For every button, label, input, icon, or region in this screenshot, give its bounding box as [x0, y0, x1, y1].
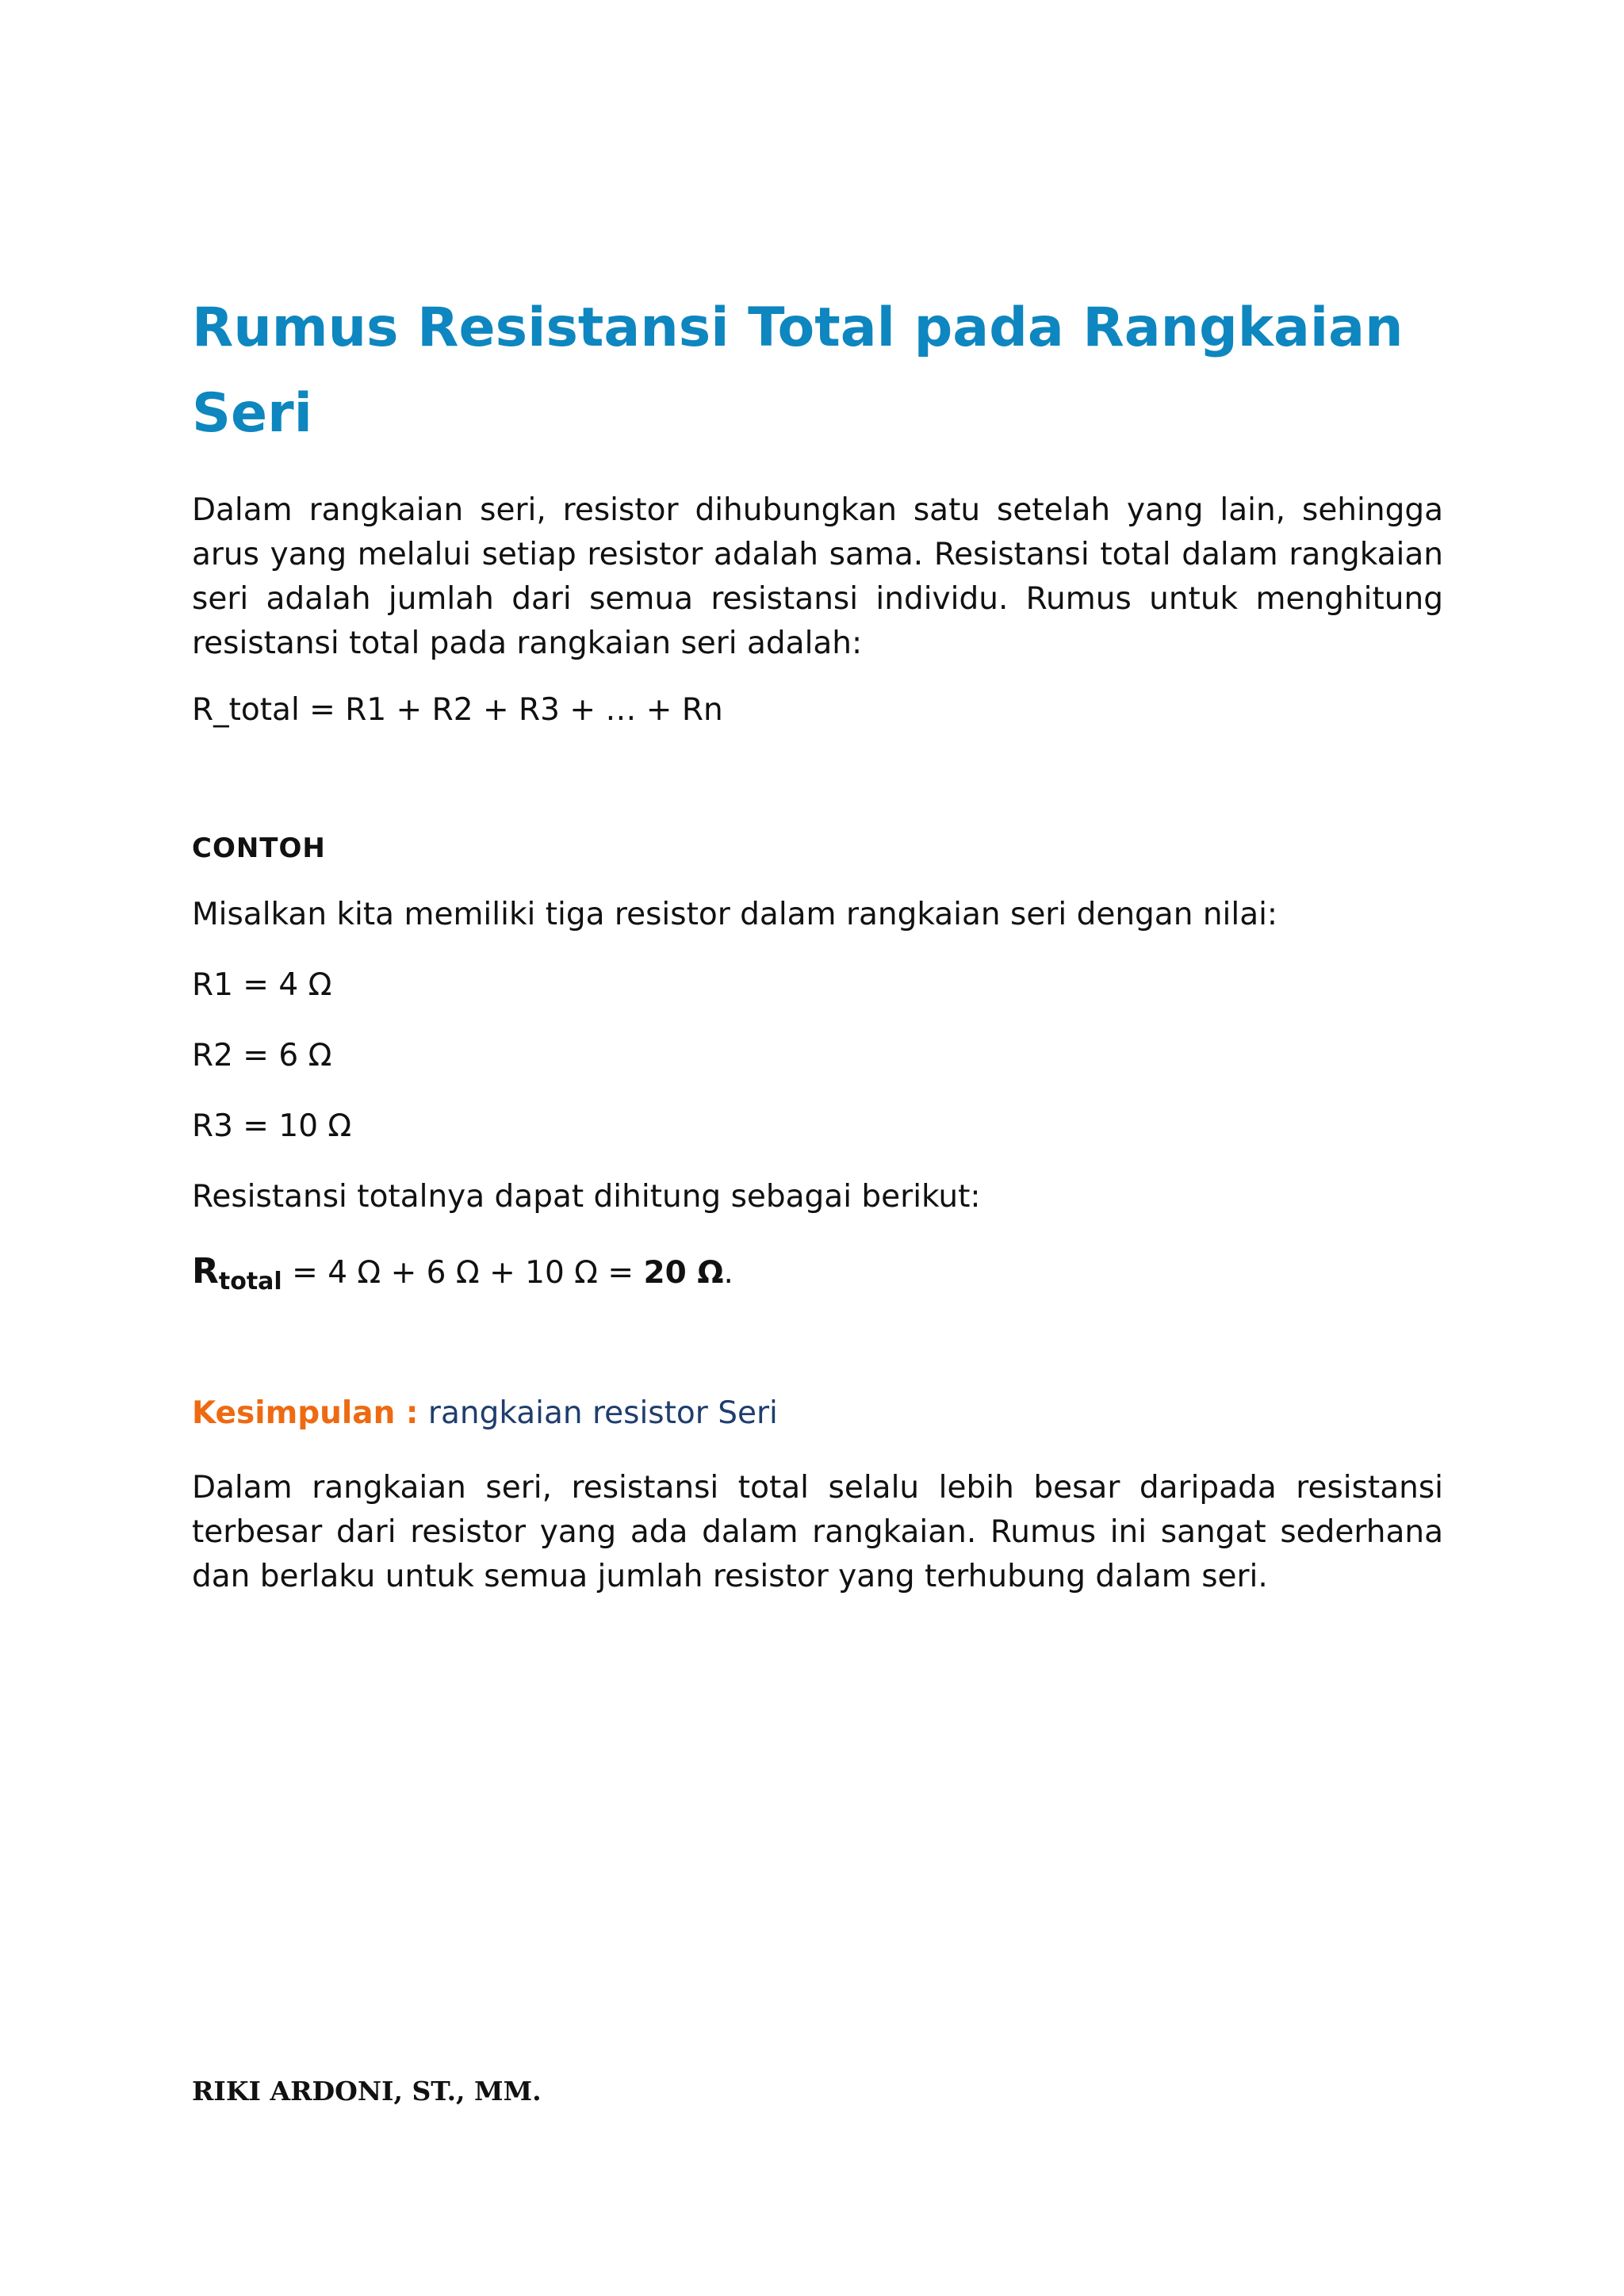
footer-author: RIKI ARDONI, ST., MM. — [192, 2076, 542, 2107]
intro-paragraph: Dalam rangkaian seri, resistor dihubungkan satu setelah yang lain, sehingga arus yang melalui setiap resistor adalah sama. Resistansi total dalam rangkaian seri adalah jumlah dari semua resistansi individu. Rumus untuk menghitung resistansi total pada rangkaian seri adalah: — [192, 492, 1443, 661]
total-resistance-result — [192, 1248, 1443, 1299]
result-value: 20 Ω — [643, 1255, 724, 1291]
result-expression: = 4 Ω + 6 Ω + 10 Ω = — [282, 1255, 644, 1291]
conclusion-topic: rangkaian resistor Seri — [418, 1395, 778, 1431]
resistor-r1: R1 = 4 Ω — [192, 967, 332, 1003]
calculation-lead: Resistansi totalnya dapat dihitung sebagai berikut: — [192, 1179, 981, 1215]
conclusion-label: Kesimpulan : — [192, 1395, 419, 1431]
conclusion-heading — [192, 1391, 1443, 1436]
document-body — [192, 285, 1443, 1599]
page-title — [192, 285, 1443, 457]
page-title-line-2: Seri — [192, 382, 312, 445]
result-symbol: R — [192, 1251, 219, 1292]
resistor-r3: R3 = 10 Ω — [192, 1108, 352, 1144]
result-subscript: total — [218, 1268, 282, 1295]
page-title-line-1: Rumus Resistansi Total pada Rangkaian — [192, 297, 1404, 359]
result-end: . — [723, 1255, 733, 1291]
general-formula: R_total = R1 + R2 + R3 + … + Rn — [192, 692, 723, 728]
example-heading: CONTOH — [192, 832, 326, 864]
example-lead: Misalkan kita memiliki tiga resistor dalam rangkaian seri dengan nilai: — [192, 897, 1278, 932]
resistor-r2: R2 = 6 Ω — [192, 1038, 332, 1073]
conclusion-paragraph: Dalam rangkaian seri, resistansi total selalu lebih besar daripada resistansi terbesar dari resistor yang ada dalam rangkaian. Rumus ini sangat sederhana dan berlaku untuk semua jumlah resistor yang terhubung dalam seri. — [192, 1470, 1443, 1594]
